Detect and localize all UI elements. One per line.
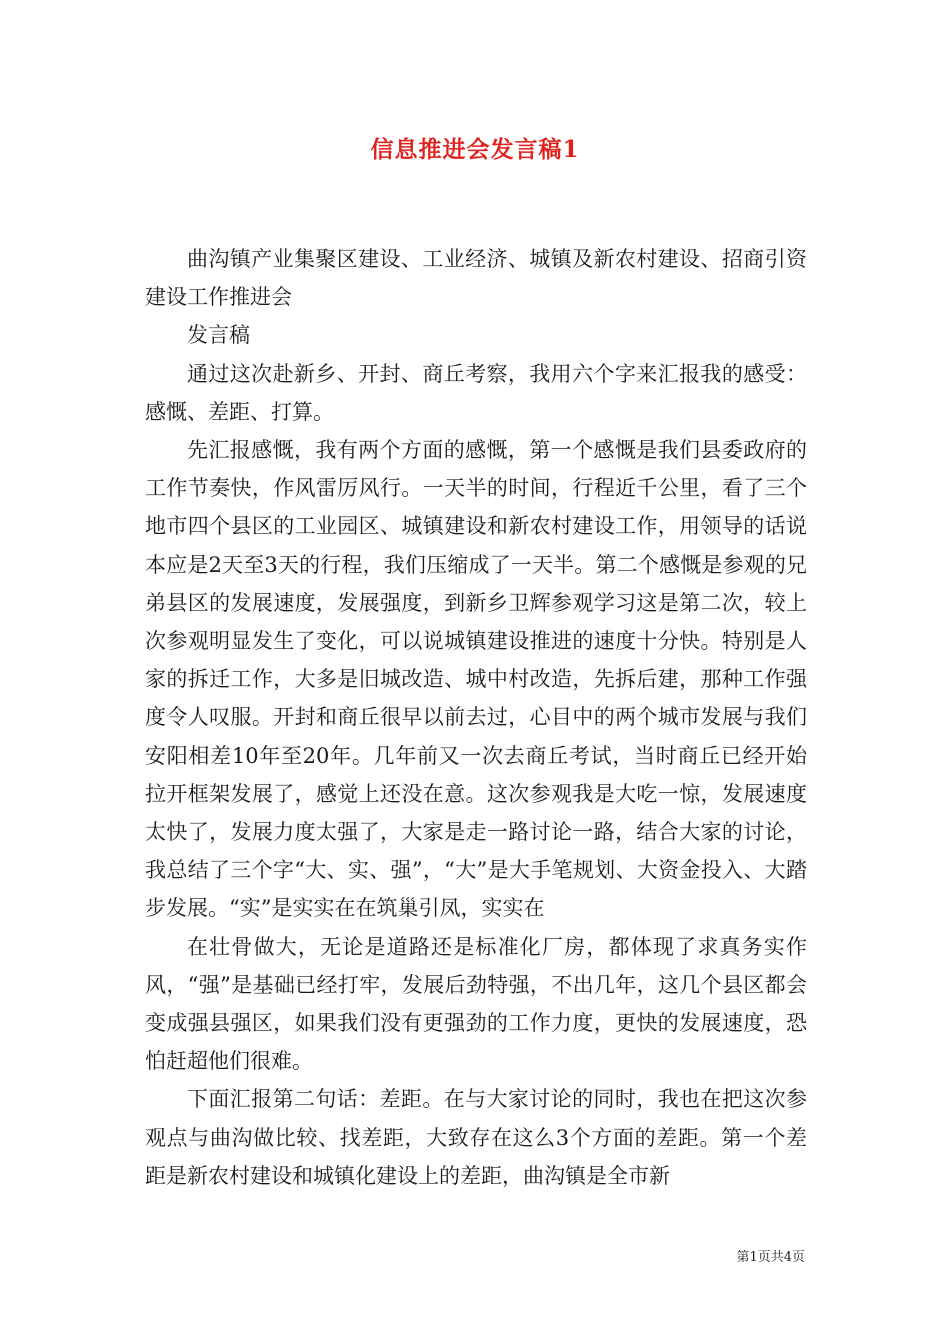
- document-title: 信息推进会发言稿1: [370, 136, 580, 163]
- paragraph: 先汇报感慨，我有两个方面的感慨，第一个感慨是我们县委政府的工作节奏快，作风雷厉风行。一天半的时间，行程近千公里，看了三个地市四个县区的工业园区、城镇建设和新农村建设工作，用领导的话说本应是2天至3天的行程，我们压缩成了一天半。第二个感慨是参观的兄弟县区的发展速度，发展强度，到新乡卫辉参观学习这是第二次，较上次参观明显发生了变化，可以说城镇建设推进的速度十分快。特别是人家的拆迁工作，大多是旧城改造、城中村改造，先拆后建，那种工作强度令人叹服。开封和商丘很早以前去过，心目中的两个城市发展与我们安阳相差10年至20年。几年前又一次去商丘考试，当时商丘已经开始拉开框架发展了，感觉上还没在意。这次参观我是大吃一惊，发展速度太快了，发展力度太强了，大家是走一路讨论一路，结合大家的讨论，我总结了三个字“大、实、强”，“大”是大手笔规划、大资金投入、大踏步发展。“实”是实实在在筑巢引凤，实实在: [145, 438, 807, 921]
- paragraph: 发言稿: [187, 323, 250, 348]
- paragraph: 在壮骨做大，无论是道路还是标准化厂房，都体现了求真务实作风，“强”是基础已经打牢，发展后劲特强，不出几年，这几个县区都会变成强县强区，如果我们没有更强劲的工作力度，更快的发展速度，恐怕赶超他们很难。: [145, 934, 807, 1074]
- paragraph: 曲沟镇产业集聚区建设、工业经济、城镇及新农村建设、招商引资建设工作推进会: [145, 247, 807, 310]
- document-body: [145, 240, 807, 1195]
- page-number-footer: 第1页共4页: [736, 1250, 805, 1265]
- paragraph: 通过这次赴新乡、开封、商丘考察，我用六个字来汇报我的感受：感慨、差距、打算。: [145, 361, 807, 424]
- paragraph: 下面汇报第二句话：差距。在与大家讨论的同时，我也在把这次参观点与曲沟做比较、找差距，大致存在这么3个方面的差距。第一个差距是新农村建设和城镇化建设上的差距，曲沟镇是全市新: [145, 1087, 807, 1188]
